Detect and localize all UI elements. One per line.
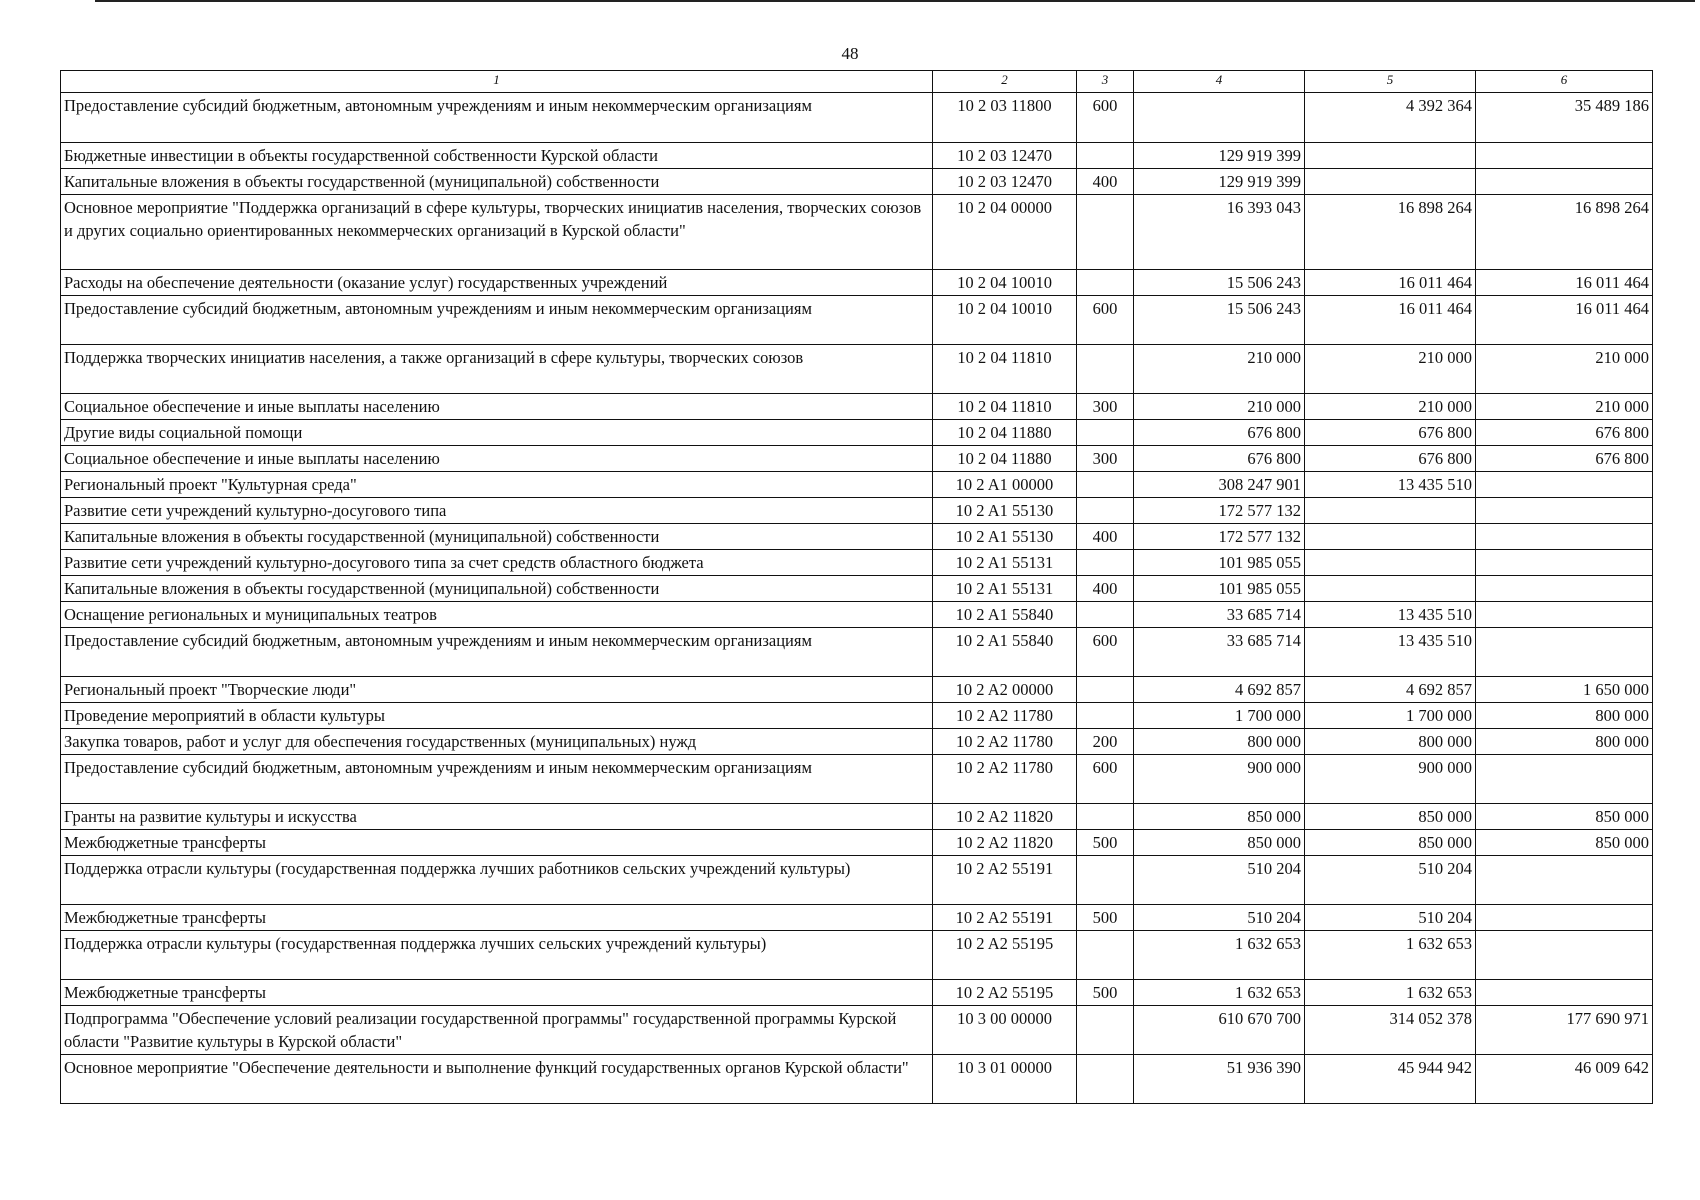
row-amount-col5 bbox=[1305, 576, 1476, 602]
row-amount-col5: 16 011 464 bbox=[1305, 296, 1476, 345]
row-description: Подпрограмма "Обеспечение условий реализации государственной программы" государственной программы Курской области "Развитие культуры в Курской области" bbox=[61, 1006, 933, 1055]
row-amount-col4: 1 632 653 bbox=[1134, 931, 1305, 980]
table-row bbox=[61, 169, 1653, 195]
row-amount-col5: 4 392 364 bbox=[1305, 93, 1476, 143]
row-amount-col4: 129 919 399 bbox=[1134, 169, 1305, 195]
row-amount-col6: 46 009 642 bbox=[1476, 1055, 1653, 1104]
row-target-code: 10 2 04 00000 bbox=[933, 195, 1077, 270]
row-amount-col6: 850 000 bbox=[1476, 830, 1653, 856]
row-amount-col6 bbox=[1476, 524, 1653, 550]
row-description: Бюджетные инвестиции в объекты государственной собственности Курской области bbox=[61, 143, 933, 169]
row-amount-col6: 800 000 bbox=[1476, 703, 1653, 729]
row-expense-type bbox=[1077, 195, 1134, 270]
row-target-code: 10 2 04 10010 bbox=[933, 270, 1077, 296]
row-description: Оснащение региональных и муниципальных театров bbox=[61, 602, 933, 628]
row-target-code: 10 3 01 00000 bbox=[933, 1055, 1077, 1104]
row-amount-col5: 210 000 bbox=[1305, 394, 1476, 420]
row-amount-col4: 308 247 901 bbox=[1134, 472, 1305, 498]
row-expense-type: 500 bbox=[1077, 830, 1134, 856]
top-rule bbox=[95, 0, 1695, 2]
table-row bbox=[61, 498, 1653, 524]
row-amount-col4: 900 000 bbox=[1134, 755, 1305, 804]
table-row bbox=[61, 830, 1653, 856]
row-amount-col5: 13 435 510 bbox=[1305, 628, 1476, 677]
table-row bbox=[61, 602, 1653, 628]
row-amount-col4: 676 800 bbox=[1134, 446, 1305, 472]
row-description: Поддержка творческих инициатив населения, а также организаций в сфере культуры, творческих союзов bbox=[61, 345, 933, 394]
row-description: Региональный проект "Культурная среда" bbox=[61, 472, 933, 498]
row-target-code: 10 2 04 10010 bbox=[933, 296, 1077, 345]
row-amount-col6 bbox=[1476, 143, 1653, 169]
row-amount-col6 bbox=[1476, 472, 1653, 498]
row-amount-col5 bbox=[1305, 550, 1476, 576]
row-amount-col5: 13 435 510 bbox=[1305, 602, 1476, 628]
table-row bbox=[61, 856, 1653, 905]
row-amount-col4: 172 577 132 bbox=[1134, 498, 1305, 524]
table-row bbox=[61, 345, 1653, 394]
row-amount-col5: 850 000 bbox=[1305, 804, 1476, 830]
row-expense-type bbox=[1077, 804, 1134, 830]
row-amount-col4: 101 985 055 bbox=[1134, 550, 1305, 576]
row-target-code: 10 2 A1 55840 bbox=[933, 628, 1077, 677]
row-description: Развитие сети учреждений культурно-досугового типа bbox=[61, 498, 933, 524]
row-amount-col5: 510 204 bbox=[1305, 856, 1476, 905]
row-description: Предоставление субсидий бюджетным, автономным учреждениям и иным некоммерческим организациям bbox=[61, 755, 933, 804]
row-amount-col4: 510 204 bbox=[1134, 905, 1305, 931]
row-amount-col4: 1 632 653 bbox=[1134, 980, 1305, 1006]
row-expense-type bbox=[1077, 143, 1134, 169]
header-col-2: 2 bbox=[933, 71, 1077, 93]
row-amount-col6 bbox=[1476, 498, 1653, 524]
row-amount-col6 bbox=[1476, 169, 1653, 195]
row-expense-type: 600 bbox=[1077, 296, 1134, 345]
row-target-code: 10 3 00 00000 bbox=[933, 1006, 1077, 1055]
row-amount-col5: 16 898 264 bbox=[1305, 195, 1476, 270]
row-target-code: 10 2 A2 11780 bbox=[933, 729, 1077, 755]
row-description: Межбюджетные трансферты bbox=[61, 905, 933, 931]
row-amount-col4: 850 000 bbox=[1134, 804, 1305, 830]
row-amount-col5: 900 000 bbox=[1305, 755, 1476, 804]
table-row bbox=[61, 1006, 1653, 1055]
row-description: Социальное обеспечение и иные выплаты населению bbox=[61, 394, 933, 420]
row-amount-col6 bbox=[1476, 905, 1653, 931]
row-description: Предоставление субсидий бюджетным, автономным учреждениям и иным некоммерческим организациям bbox=[61, 296, 933, 345]
row-description: Развитие сети учреждений культурно-досугового типа за счет средств областного бюджета bbox=[61, 550, 933, 576]
row-target-code: 10 2 A1 00000 bbox=[933, 472, 1077, 498]
row-target-code: 10 2 03 12470 bbox=[933, 169, 1077, 195]
table-row bbox=[61, 296, 1653, 345]
row-amount-col4: 850 000 bbox=[1134, 830, 1305, 856]
row-amount-col6 bbox=[1476, 856, 1653, 905]
table-row bbox=[61, 270, 1653, 296]
table-row bbox=[61, 93, 1653, 143]
row-expense-type: 400 bbox=[1077, 576, 1134, 602]
row-amount-col6 bbox=[1476, 980, 1653, 1006]
row-expense-type bbox=[1077, 602, 1134, 628]
row-target-code: 10 2 A2 00000 bbox=[933, 677, 1077, 703]
row-description: Основное мероприятие "Обеспечение деятельности и выполнение функций государственных органов Курской области" bbox=[61, 1055, 933, 1104]
row-amount-col6: 210 000 bbox=[1476, 394, 1653, 420]
row-description: Межбюджетные трансферты bbox=[61, 830, 933, 856]
row-amount-col6: 177 690 971 bbox=[1476, 1006, 1653, 1055]
row-target-code: 10 2 A1 55130 bbox=[933, 498, 1077, 524]
table-row bbox=[61, 420, 1653, 446]
table-row bbox=[61, 755, 1653, 804]
row-amount-col5: 210 000 bbox=[1305, 345, 1476, 394]
table-row bbox=[61, 394, 1653, 420]
row-target-code: 10 2 A2 55195 bbox=[933, 980, 1077, 1006]
row-amount-col5 bbox=[1305, 169, 1476, 195]
row-amount-col5: 13 435 510 bbox=[1305, 472, 1476, 498]
row-expense-type bbox=[1077, 420, 1134, 446]
row-target-code: 10 2 A1 55131 bbox=[933, 576, 1077, 602]
row-expense-type: 300 bbox=[1077, 446, 1134, 472]
row-target-code: 10 2 A2 55191 bbox=[933, 856, 1077, 905]
row-amount-col5: 676 800 bbox=[1305, 420, 1476, 446]
row-description: Гранты на развитие культуры и искусства bbox=[61, 804, 933, 830]
row-amount-col5: 314 052 378 bbox=[1305, 1006, 1476, 1055]
table-row bbox=[61, 980, 1653, 1006]
row-description: Региональный проект "Творческие люди" bbox=[61, 677, 933, 703]
row-description: Межбюджетные трансферты bbox=[61, 980, 933, 1006]
row-target-code: 10 2 03 12470 bbox=[933, 143, 1077, 169]
row-expense-type bbox=[1077, 703, 1134, 729]
row-amount-col4: 51 936 390 bbox=[1134, 1055, 1305, 1104]
row-amount-col6: 676 800 bbox=[1476, 420, 1653, 446]
row-amount-col5: 4 692 857 bbox=[1305, 677, 1476, 703]
row-target-code: 10 2 A2 11820 bbox=[933, 830, 1077, 856]
row-target-code: 10 2 A1 55131 bbox=[933, 550, 1077, 576]
row-amount-col5: 676 800 bbox=[1305, 446, 1476, 472]
row-description: Предоставление субсидий бюджетным, автономным учреждениям и иным некоммерческим организациям bbox=[61, 628, 933, 677]
row-amount-col6 bbox=[1476, 576, 1653, 602]
row-amount-col6: 800 000 bbox=[1476, 729, 1653, 755]
row-amount-col5: 510 204 bbox=[1305, 905, 1476, 931]
row-amount-col4: 15 506 243 bbox=[1134, 270, 1305, 296]
row-expense-type: 500 bbox=[1077, 980, 1134, 1006]
row-expense-type bbox=[1077, 677, 1134, 703]
row-target-code: 10 2 04 11880 bbox=[933, 446, 1077, 472]
row-expense-type bbox=[1077, 550, 1134, 576]
row-amount-col4: 129 919 399 bbox=[1134, 143, 1305, 169]
row-description: Капитальные вложения в объекты государственной (муниципальной) собственности bbox=[61, 576, 933, 602]
row-expense-type bbox=[1077, 472, 1134, 498]
row-amount-col6: 35 489 186 bbox=[1476, 93, 1653, 143]
row-amount-col5 bbox=[1305, 143, 1476, 169]
row-amount-col5: 1 632 653 bbox=[1305, 980, 1476, 1006]
row-amount-col6 bbox=[1476, 931, 1653, 980]
header-col-6: 6 bbox=[1476, 71, 1653, 93]
row-expense-type: 600 bbox=[1077, 755, 1134, 804]
table-row bbox=[61, 472, 1653, 498]
table-row bbox=[61, 550, 1653, 576]
row-description: Предоставление субсидий бюджетным, автономным учреждениям и иным некоммерческим организациям bbox=[61, 93, 933, 143]
table-row bbox=[61, 195, 1653, 270]
table-row bbox=[61, 931, 1653, 980]
row-amount-col6: 16 898 264 bbox=[1476, 195, 1653, 270]
row-target-code: 10 2 04 11880 bbox=[933, 420, 1077, 446]
table-row bbox=[61, 729, 1653, 755]
row-description: Поддержка отрасли культуры (государственная поддержка лучших сельских учреждений культуры) bbox=[61, 931, 933, 980]
table-row bbox=[61, 143, 1653, 169]
row-description: Социальное обеспечение и иные выплаты населению bbox=[61, 446, 933, 472]
row-amount-col4: 610 670 700 bbox=[1134, 1006, 1305, 1055]
row-amount-col6: 850 000 bbox=[1476, 804, 1653, 830]
row-amount-col4: 1 700 000 bbox=[1134, 703, 1305, 729]
header-col-1: 1 bbox=[61, 71, 933, 93]
table-row bbox=[61, 628, 1653, 677]
row-expense-type: 400 bbox=[1077, 169, 1134, 195]
row-amount-col5: 16 011 464 bbox=[1305, 270, 1476, 296]
row-expense-type bbox=[1077, 498, 1134, 524]
row-description: Поддержка отрасли культуры (государственная поддержка лучших работников сельских учреждений культуры) bbox=[61, 856, 933, 905]
row-amount-col5: 45 944 942 bbox=[1305, 1055, 1476, 1104]
header-col-5: 5 bbox=[1305, 71, 1476, 93]
row-amount-col6: 210 000 bbox=[1476, 345, 1653, 394]
row-amount-col5: 800 000 bbox=[1305, 729, 1476, 755]
row-description: Другие виды социальной помощи bbox=[61, 420, 933, 446]
row-amount-col4: 210 000 bbox=[1134, 394, 1305, 420]
header-col-4: 4 bbox=[1134, 71, 1305, 93]
row-amount-col5 bbox=[1305, 498, 1476, 524]
row-expense-type bbox=[1077, 1055, 1134, 1104]
row-amount-col4: 510 204 bbox=[1134, 856, 1305, 905]
row-description: Основное мероприятие "Поддержка организаций в сфере культуры, творческих инициатив населения, творческих союзов и других социально ориентированных некоммерческих организаций в Курской области" bbox=[61, 195, 933, 270]
row-description: Капитальные вложения в объекты государственной (муниципальной) собственности bbox=[61, 524, 933, 550]
row-amount-col4: 33 685 714 bbox=[1134, 602, 1305, 628]
row-amount-col4: 101 985 055 bbox=[1134, 576, 1305, 602]
row-expense-type bbox=[1077, 270, 1134, 296]
row-target-code: 10 2 A2 11780 bbox=[933, 755, 1077, 804]
row-amount-col6 bbox=[1476, 628, 1653, 677]
row-amount-col4: 800 000 bbox=[1134, 729, 1305, 755]
row-amount-col6 bbox=[1476, 602, 1653, 628]
row-target-code: 10 2 04 11810 bbox=[933, 345, 1077, 394]
page-number: 48 bbox=[841, 44, 859, 63]
row-expense-type: 600 bbox=[1077, 628, 1134, 677]
row-amount-col4: 4 692 857 bbox=[1134, 677, 1305, 703]
row-target-code: 10 2 04 11810 bbox=[933, 394, 1077, 420]
row-amount-col6: 16 011 464 bbox=[1476, 270, 1653, 296]
row-expense-type bbox=[1077, 345, 1134, 394]
row-amount-col4: 210 000 bbox=[1134, 345, 1305, 394]
row-amount-col4 bbox=[1134, 93, 1305, 143]
budget-table bbox=[60, 70, 1653, 1104]
row-amount-col4: 676 800 bbox=[1134, 420, 1305, 446]
row-description: Проведение мероприятий в области культуры bbox=[61, 703, 933, 729]
row-amount-col6: 1 650 000 bbox=[1476, 677, 1653, 703]
row-amount-col6 bbox=[1476, 550, 1653, 576]
table-row bbox=[61, 677, 1653, 703]
row-target-code: 10 2 A2 11780 bbox=[933, 703, 1077, 729]
table-row bbox=[61, 524, 1653, 550]
row-expense-type: 500 bbox=[1077, 905, 1134, 931]
row-expense-type: 600 bbox=[1077, 93, 1134, 143]
table-row bbox=[61, 446, 1653, 472]
row-description: Капитальные вложения в объекты государственной (муниципальной) собственности bbox=[61, 169, 933, 195]
row-amount-col6: 676 800 bbox=[1476, 446, 1653, 472]
row-target-code: 10 2 A2 11820 bbox=[933, 804, 1077, 830]
table-row bbox=[61, 804, 1653, 830]
row-amount-col5: 1 632 653 bbox=[1305, 931, 1476, 980]
row-target-code: 10 2 A2 55195 bbox=[933, 931, 1077, 980]
row-target-code: 10 2 A1 55840 bbox=[933, 602, 1077, 628]
row-amount-col6: 16 011 464 bbox=[1476, 296, 1653, 345]
row-amount-col4: 15 506 243 bbox=[1134, 296, 1305, 345]
row-amount-col4: 33 685 714 bbox=[1134, 628, 1305, 677]
table-row bbox=[61, 905, 1653, 931]
row-expense-type bbox=[1077, 1006, 1134, 1055]
row-description: Закупка товаров, работ и услуг для обеспечения государственных (муниципальных) нужд bbox=[61, 729, 933, 755]
row-target-code: 10 2 A2 55191 bbox=[933, 905, 1077, 931]
row-target-code: 10 2 A1 55130 bbox=[933, 524, 1077, 550]
row-expense-type bbox=[1077, 931, 1134, 980]
row-target-code: 10 2 03 11800 bbox=[933, 93, 1077, 143]
row-amount-col5: 850 000 bbox=[1305, 830, 1476, 856]
row-amount-col4: 16 393 043 bbox=[1134, 195, 1305, 270]
header-col-3: 3 bbox=[1077, 71, 1134, 93]
row-description: Расходы на обеспечение деятельности (оказание услуг) государственных учреждений bbox=[61, 270, 933, 296]
row-amount-col5: 1 700 000 bbox=[1305, 703, 1476, 729]
row-amount-col5 bbox=[1305, 524, 1476, 550]
row-expense-type bbox=[1077, 856, 1134, 905]
table-row bbox=[61, 1055, 1653, 1104]
table-row bbox=[61, 703, 1653, 729]
header-row bbox=[61, 71, 1653, 93]
row-amount-col4: 172 577 132 bbox=[1134, 524, 1305, 550]
row-expense-type: 200 bbox=[1077, 729, 1134, 755]
table-row bbox=[61, 576, 1653, 602]
row-amount-col6 bbox=[1476, 755, 1653, 804]
row-expense-type: 300 bbox=[1077, 394, 1134, 420]
row-expense-type: 400 bbox=[1077, 524, 1134, 550]
